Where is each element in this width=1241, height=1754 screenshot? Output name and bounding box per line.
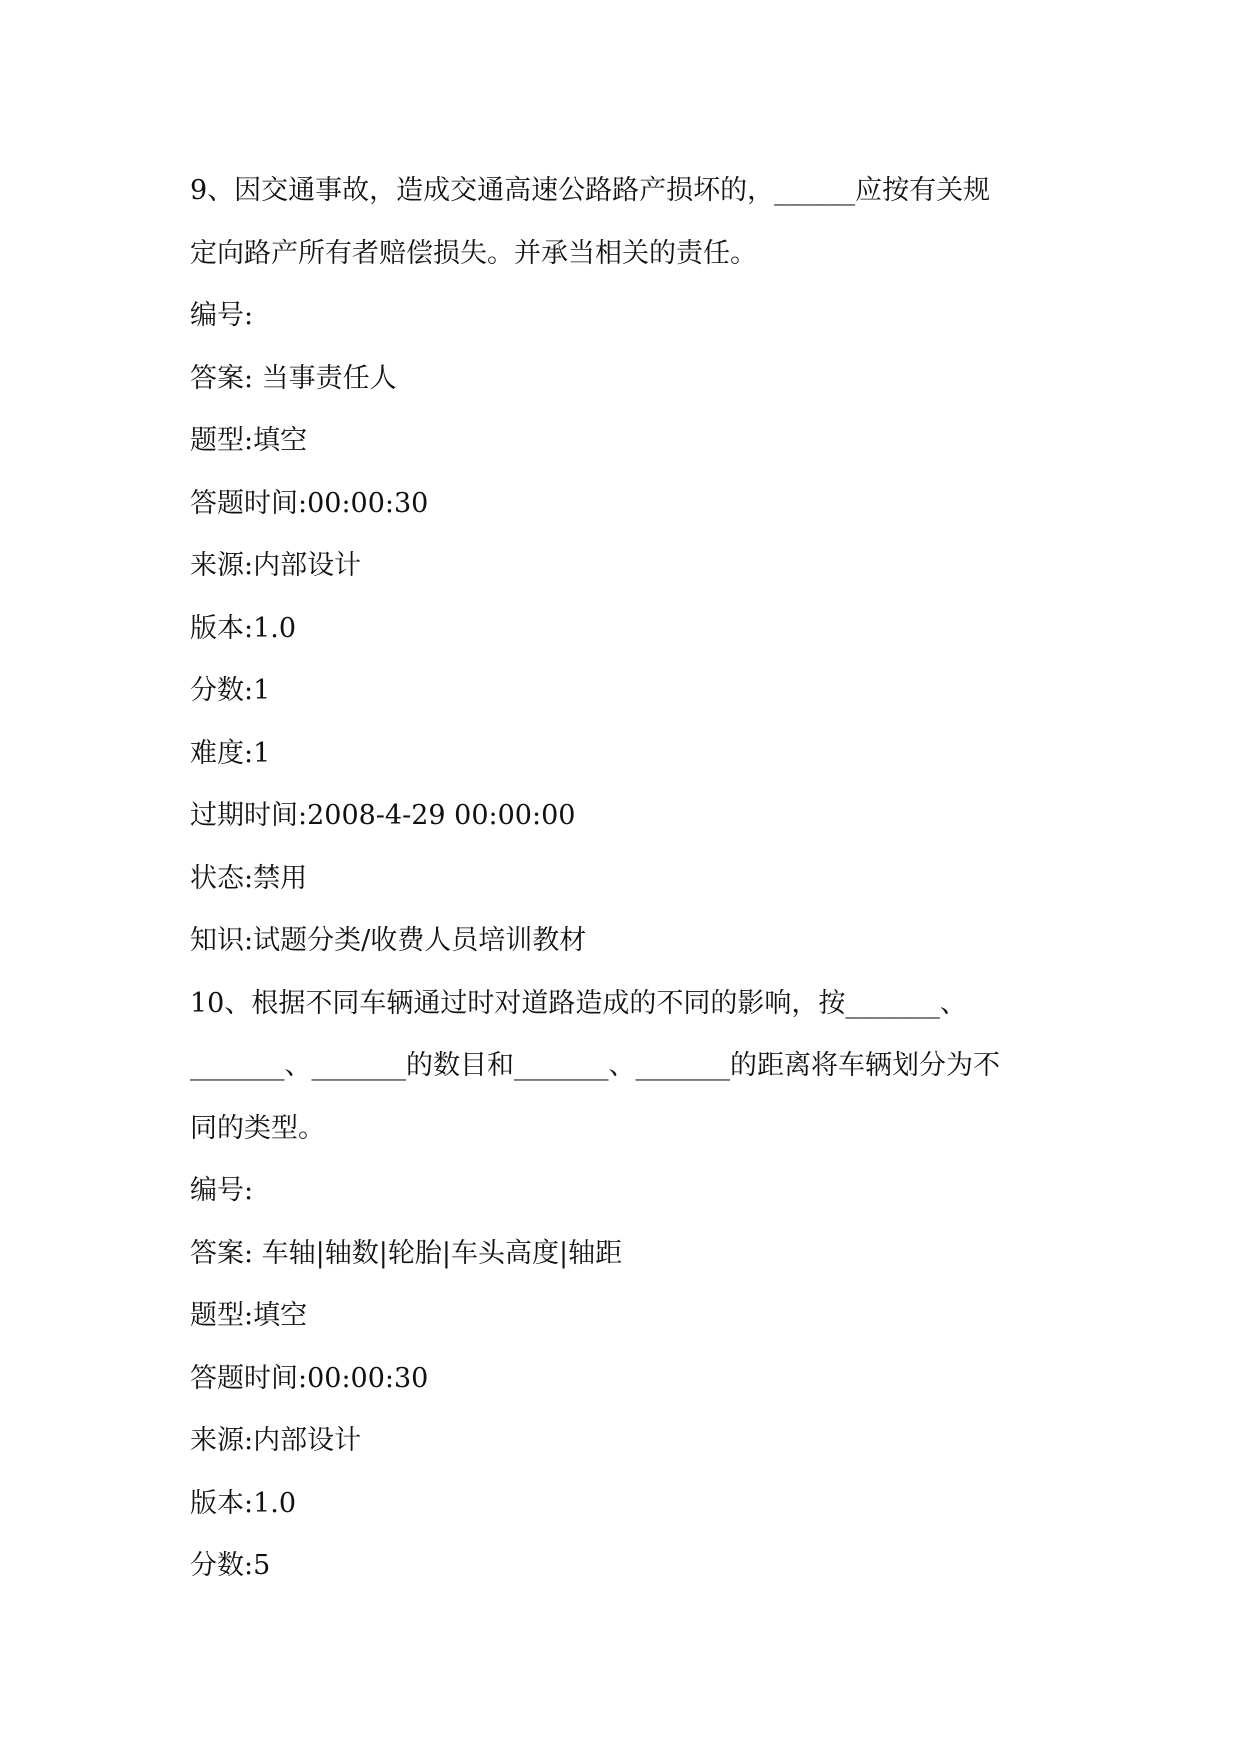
question-text-line: 同的类型。 [190,1112,325,1144]
field-status: 状态:禁用 [190,862,308,894]
field-type: 题型:填空 [190,1300,308,1331]
field-difficulty: 难度:1 [190,737,271,769]
question-text-line: _______、_______的数目和_______、_______的距离将车辆划分为不 [190,1050,1000,1081]
field-id: 编号: [190,1175,254,1206]
field-answer-time: 答题时间:00:00:30 [190,487,429,519]
field-version: 版本:1.0 [190,1487,297,1519]
question-block-9 [190,160,1060,973]
field-version: 版本:1.0 [190,612,297,644]
question-block-10 [190,973,1060,1598]
field-answer: 答案: 当事责任人 [190,362,397,394]
field-answer: 答案: 车轴|轴数|轮胎|车头高度|轴距 [190,1237,623,1269]
question-text-line: 10、根据不同车辆通过时对道路造成的不同的影响，按_______、 [190,987,967,1019]
document-page [190,160,1060,1598]
field-score: 分数:1 [190,675,271,706]
field-id: 编号: [190,300,254,331]
field-knowledge: 知识:试题分类/收费人员培训教材 [190,925,587,956]
field-source: 来源:内部设计 [190,1425,362,1456]
field-answer-time: 答题时间:00:00:30 [190,1362,429,1394]
field-type: 题型:填空 [190,425,308,456]
field-source: 来源:内部设计 [190,550,362,581]
question-text-line: 9、因交通事故，造成交通高速公路路产损坏的，______应按有关规 [190,175,991,206]
question-text-line: 定向路产所有者赔偿损失。并承当相关的责任。 [190,237,757,269]
field-score: 分数:5 [190,1550,271,1581]
field-expiry: 过期时间:2008-4-29 00:00:00 [190,800,576,831]
